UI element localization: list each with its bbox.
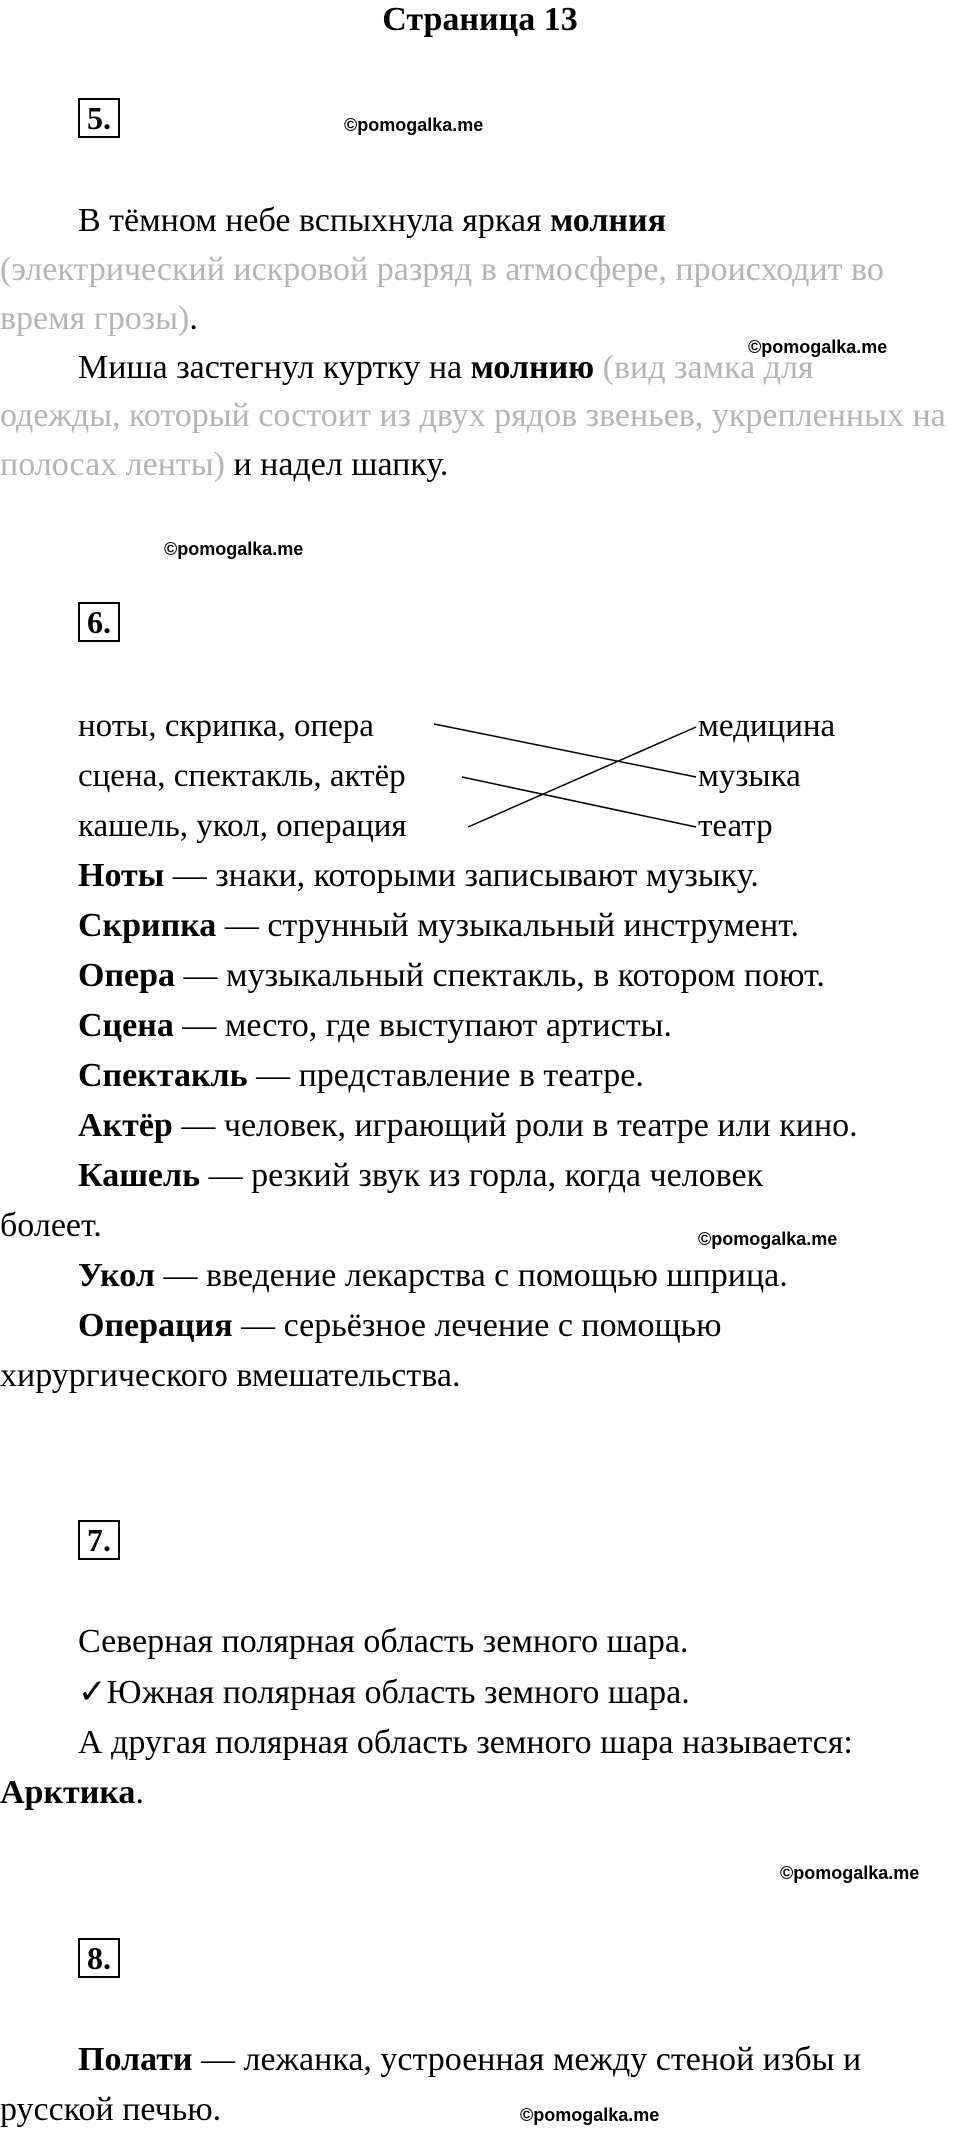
definition-text: — введение лекарства с помощью шприца. — [154, 1257, 788, 1294]
task-number-8: 8. — [78, 1938, 120, 1978]
bold-word: молнию — [470, 349, 595, 386]
answer-line2 — [0, 1773, 144, 1813]
bold-word: молния — [550, 202, 666, 239]
grey-text: полосах ленты) — [0, 446, 225, 483]
option-south — [78, 1672, 690, 1713]
definition-injection — [78, 1256, 788, 1296]
text: и надел шапку. — [224, 446, 449, 483]
definition-polati-line1 — [78, 2040, 861, 2080]
right-topic-3: театр — [698, 808, 773, 844]
definition-notes — [78, 856, 759, 896]
term: Кашель — [78, 1157, 201, 1194]
definition-scene — [78, 1006, 672, 1046]
left-group-2: сцена, спектакль, актёр — [78, 758, 406, 794]
task-number-7: 7. — [78, 1520, 120, 1560]
answer-word: Арктика — [0, 1774, 136, 1811]
task-number-5: 5. — [78, 98, 120, 138]
answer-line1: А другая полярная область земного шара называется: — [78, 1724, 853, 1761]
definition-operation-cont: хирургического вмешательства. — [0, 1357, 461, 1394]
definition-text: — знаки, которыми записывают музыку. — [164, 857, 759, 894]
match-line-cough-medicine — [468, 727, 696, 827]
left-group-3: кашель, укол, операция — [78, 808, 407, 844]
definition-text: — человек, играющий роли в театре или кино. — [172, 1107, 858, 1144]
definition-text: — серьёзное лечение с помощью — [232, 1307, 722, 1344]
definition-actor — [78, 1106, 858, 1146]
watermark: ©pomogalka.me — [698, 1229, 838, 1249]
definition-polati-line2: русской печью. — [0, 2091, 222, 2128]
text: В тёмном небе вспыхнула яркая — [78, 202, 551, 239]
term: Полати — [78, 2041, 193, 2078]
left-group-1: ноты, скрипка, опера — [78, 708, 374, 744]
grey-text: время грозы) — [0, 300, 190, 337]
definition-performance — [78, 1056, 644, 1096]
definition-text: — резкий звук из горла, когда человек — [200, 1157, 764, 1194]
task5-definition1-line1: (электрический искровой разряд в атмосфере, происходит во — [0, 251, 884, 288]
term: Опера — [78, 957, 176, 994]
definition-cough — [78, 1156, 763, 1196]
match-line-scene-theatre — [462, 777, 696, 827]
grey-text: (вид замка для — [594, 349, 814, 386]
page-title: Страница 13 — [382, 1, 578, 38]
term: Сцена — [78, 1007, 174, 1044]
option-text: Южная полярная область земного шара. — [106, 1674, 690, 1711]
task5-definition2-line2: одежды, который состоит из двух рядов звеньев, укрепленных на — [0, 397, 946, 434]
match-line-notes-music — [434, 724, 696, 777]
term: Актёр — [78, 1107, 173, 1144]
term: Спектакль — [78, 1057, 248, 1094]
definition-text: — музыкальный спектакль, в котором поют. — [175, 957, 825, 994]
text: Миша застегнул куртку на — [78, 349, 471, 386]
watermark: ©pomogalka.me — [520, 2105, 660, 2125]
definition-cough-cont: болеет. — [0, 1207, 102, 1244]
matching-lines — [0, 0, 960, 900]
definition-operation — [78, 1306, 722, 1346]
watermark: ©pomogalka.me — [344, 115, 484, 135]
right-topic-1: медицина — [698, 708, 836, 744]
term: Укол — [78, 1257, 155, 1294]
term: Скрипка — [78, 907, 217, 944]
checkmark-icon: ✓ — [78, 1672, 107, 1712]
period: . — [189, 300, 198, 337]
term: Ноты — [78, 857, 165, 894]
definition-text: — струнный музыкальный инструмент. — [216, 907, 800, 944]
definition-text: — представление в театре. — [247, 1057, 644, 1094]
definition-opera — [78, 956, 825, 996]
watermark: ©pomogalka.me — [164, 539, 304, 559]
definition-violin — [78, 906, 799, 946]
period: . — [135, 1774, 144, 1811]
watermark: ©pomogalka.me — [748, 337, 888, 357]
term: Операция — [78, 1307, 233, 1344]
right-topic-2: музыка — [698, 758, 801, 794]
definition-text: — место, где выступают артисты. — [173, 1007, 672, 1044]
definition-text: — лежанка, устроенная между стеной избы и — [192, 2041, 862, 2078]
option-north: Северная полярная область земного шара. — [78, 1623, 689, 1660]
watermark: ©pomogalka.me — [780, 1863, 920, 1883]
task-number-6: 6. — [78, 602, 120, 642]
